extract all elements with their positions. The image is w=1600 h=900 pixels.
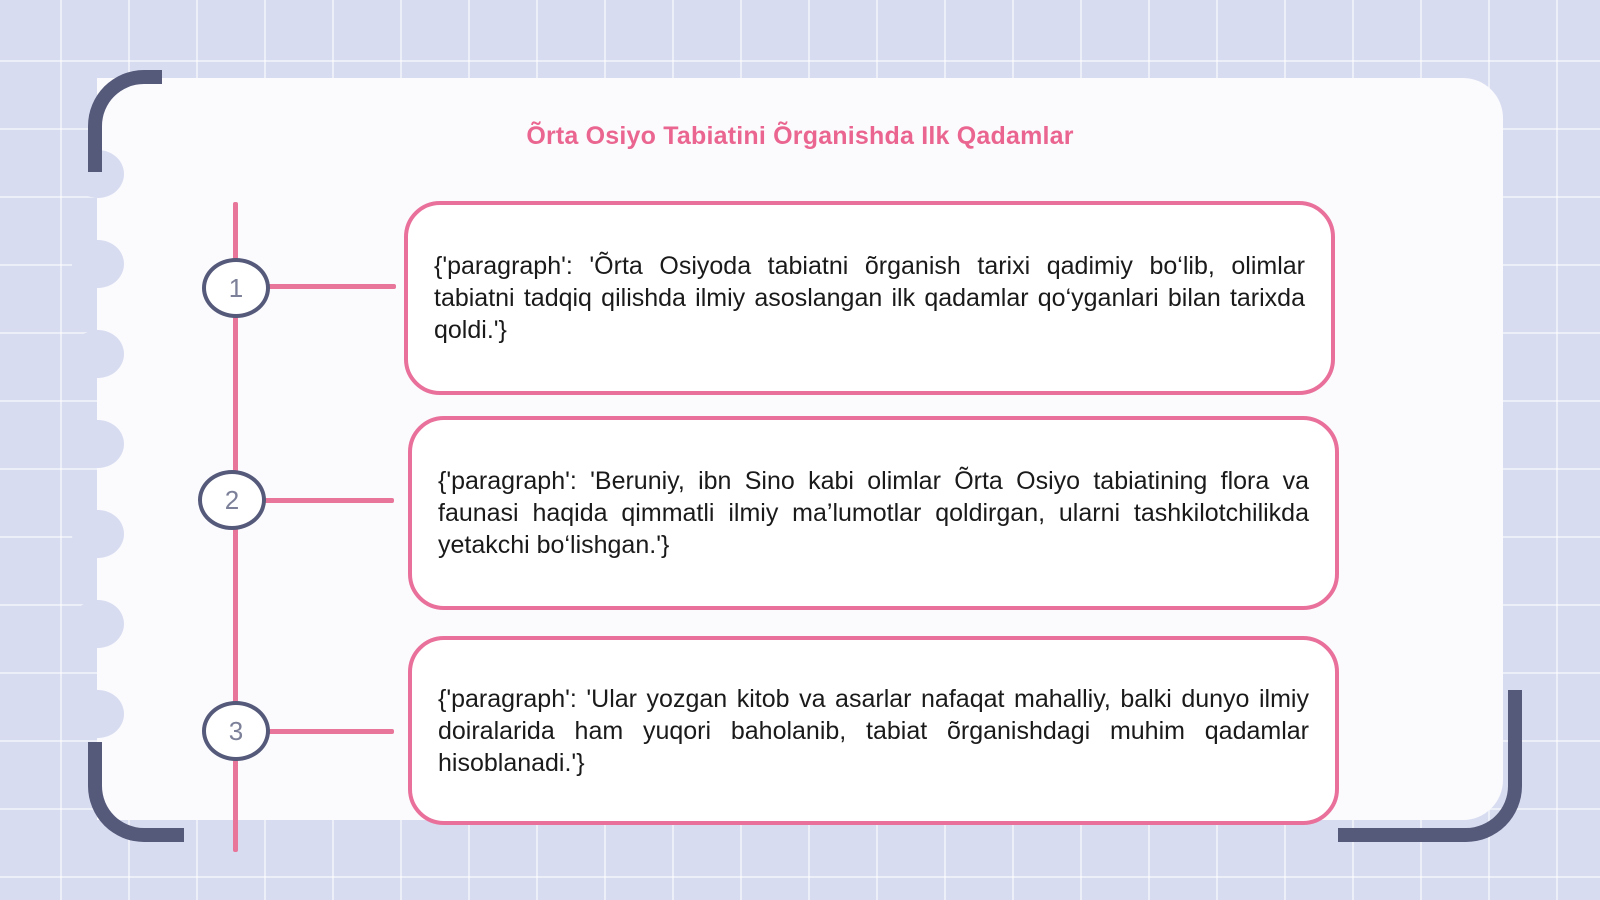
step-text-3: {'paragraph': 'Ular yozgan kitob va asarlar nafaqat mahalliy, balki dunyo ilmiy doiralarida ham yuqori baholanib, tabiat õrganishdagi muhim qadamlar hisoblanadi.'}: [438, 684, 1309, 777]
step-text-1: {'paragraph': 'Õrta Osiyoda tabiatni õrganish tarixi qadimiy bo‘lib, olimlar tabiatni tadqiq qilishda ilmiy asoslangan ilk qadamlar qo‘yganlari bilan tarixda qoldi.'}: [434, 252, 1305, 344]
sheet-notch: [72, 420, 124, 468]
sheet-notch: [72, 600, 124, 648]
timeline-connector: [262, 729, 394, 734]
corner-bracket-bottom-right: [1338, 690, 1522, 842]
sheet-notch: [72, 690, 124, 738]
step-card-1: [404, 201, 1335, 395]
timeline-connector: [262, 284, 396, 289]
sheet-notch: [72, 240, 124, 288]
step-card-3: [408, 636, 1339, 825]
step-number-2: 2: [198, 470, 266, 530]
slide-title: Õrta Osiyo Tabiatini Õrganishda Ilk Qadamlar: [526, 122, 1074, 150]
sheet-notch: [72, 330, 124, 378]
timeline-connector: [262, 498, 394, 503]
corner-bracket-bottom-left: [88, 742, 184, 842]
step-number-1: 1: [202, 258, 270, 318]
step-number-3: 3: [202, 701, 270, 761]
sheet-notch: [72, 510, 124, 558]
step-card-2: [408, 416, 1339, 610]
step-text-2: {'paragraph': 'Beruniy, ibn Sino kabi olimlar Õrta Osiyo tabiatining flora va faunasi haqida qimmatli ilmiy ma’lumotlar qoldirgan, ularni tashkilotchilikda yetakchi bo‘lishgan.'}: [438, 467, 1309, 559]
